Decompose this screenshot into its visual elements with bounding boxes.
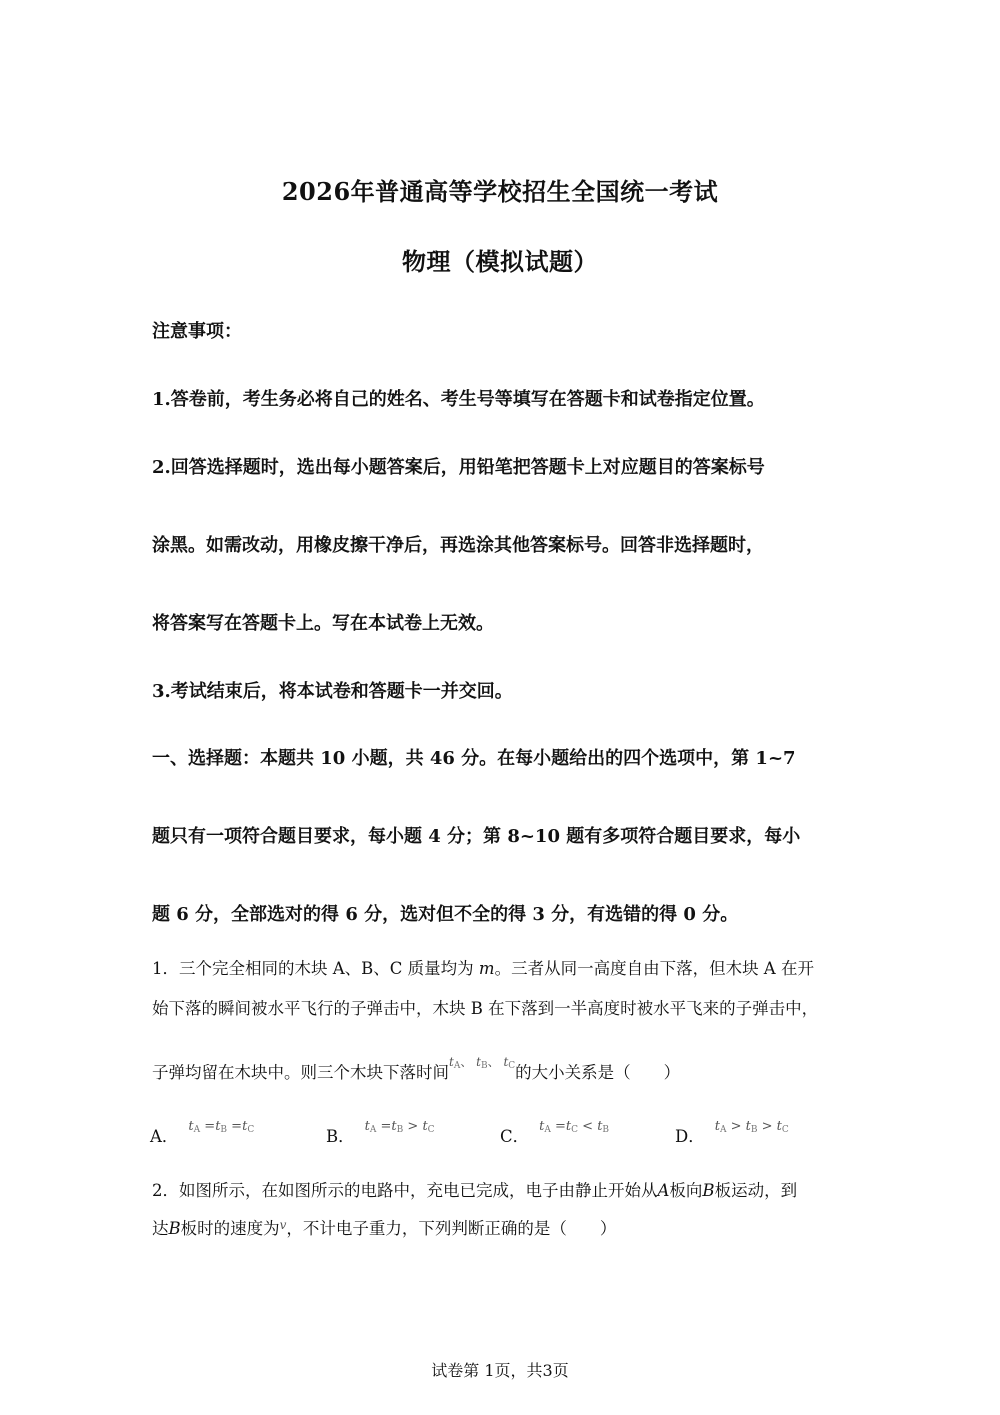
q1-option-c[interactable] bbox=[500, 1119, 610, 1147]
q1-option-d-expr: tA > tB > tC bbox=[714, 1119, 789, 1135]
q2-plate-b-2: B bbox=[168, 1219, 181, 1238]
section-1-line-3: 题 6 分，全部选对的得 6 分，选对但不全的得 3 分，有选错的得 0 分。 bbox=[152, 904, 739, 925]
notice-heading: 注意事项： bbox=[152, 321, 242, 342]
notice-item-1: 1.答卷前，考生务必将自己的姓名、考生号等填写在答题卡和试卷指定位置。 bbox=[152, 389, 765, 410]
q2-line-1-text-a: 2．如图所示，在如图所示的电路中，充电已完成，电子由静止开始从 bbox=[152, 1181, 658, 1200]
q2-plate-a: A bbox=[657, 1181, 670, 1200]
q1-line-3-text-a: 子弹均留在木块中。则三个木块下落时间 bbox=[152, 1063, 449, 1082]
notice-item-2-line-2: 涂黑。如需改动，用橡皮擦干净后，再选涂其他答案标号。回答非选择题时， bbox=[152, 535, 764, 556]
q1-option-b[interactable] bbox=[326, 1119, 435, 1147]
q2-line-1 bbox=[152, 1177, 797, 1201]
q1-mass-symbol: m bbox=[478, 959, 495, 978]
q1-option-a-label: A． bbox=[150, 1127, 179, 1146]
page-footer: 试卷第 1页，共3页 bbox=[431, 1361, 569, 1380]
notice-item-2-line-1: 2.回答选择题时，选出每小题答案后，用铅笔把答题卡上对应题目的答案标号 bbox=[152, 457, 765, 478]
q1-option-c-expr: tA =tC < tB bbox=[539, 1119, 610, 1135]
q2-line-2 bbox=[152, 1215, 616, 1239]
q2-line-2-text-b: 板时的速度为 bbox=[180, 1219, 280, 1238]
q1-line-2: 始下落的瞬间被水平飞行的子弹击中，木块 B 在下落到一半高度时被水平飞来的子弹击中， bbox=[152, 999, 819, 1018]
notice-item-3: 3.考试结束后，将本试卷和答题卡一并交回。 bbox=[152, 681, 513, 702]
section-1-line-1: 一、选择题：本题共 10 小题，共 46 分。在每小题给出的四个选项中，第 1~7 bbox=[152, 748, 796, 769]
q1-line-1-text-a: 1．三个完全相同的木块 A、B、C 质量均为 bbox=[152, 959, 479, 978]
q2-plate-b: B bbox=[702, 1181, 715, 1200]
q2-line-2-text-c: ，不计电子重力，下列判断正确的是（ ） bbox=[286, 1219, 617, 1238]
q1-option-d-label: D． bbox=[675, 1127, 705, 1146]
q1-option-b-expr: tA =tB > tC bbox=[364, 1119, 435, 1135]
q1-line-1-text-b: 。三者从同一高度自由下落，但木块 A 在开 bbox=[494, 959, 814, 978]
q1-line-3 bbox=[152, 1055, 681, 1083]
q1-option-b-label: B． bbox=[326, 1127, 355, 1146]
q1-line-3-text-b: 的大小关系是（ ） bbox=[515, 1063, 681, 1082]
q1-option-a-expr: tA =tB =tC bbox=[188, 1119, 255, 1135]
q1-line-1 bbox=[152, 955, 814, 979]
q2-line-1-text-c: 板运动，到 bbox=[714, 1181, 798, 1200]
q1-option-d[interactable] bbox=[675, 1119, 789, 1147]
q1-time-symbols: tA、 tB、 tC bbox=[449, 1055, 516, 1071]
notice-item-2-line-3: 将答案写在答题卡上。写在本试卷上无效。 bbox=[152, 613, 494, 634]
exam-title: 2026年普通高等学校招生全国统一考试 bbox=[281, 177, 719, 206]
exam-subtitle: 物理（模拟试题） bbox=[402, 247, 598, 276]
q2-line-2-text-a: 达 bbox=[152, 1219, 169, 1238]
q1-option-a[interactable] bbox=[150, 1119, 255, 1147]
q2-line-1-text-b: 板向 bbox=[669, 1181, 703, 1200]
section-1-line-2: 题只有一项符合题目要求，每小题 4 分；第 8~10 题有多项符合题目要求，每小 bbox=[152, 826, 801, 847]
q2-velocity-symbol: v bbox=[279, 1218, 287, 1232]
q1-option-c-label: C． bbox=[500, 1127, 530, 1146]
